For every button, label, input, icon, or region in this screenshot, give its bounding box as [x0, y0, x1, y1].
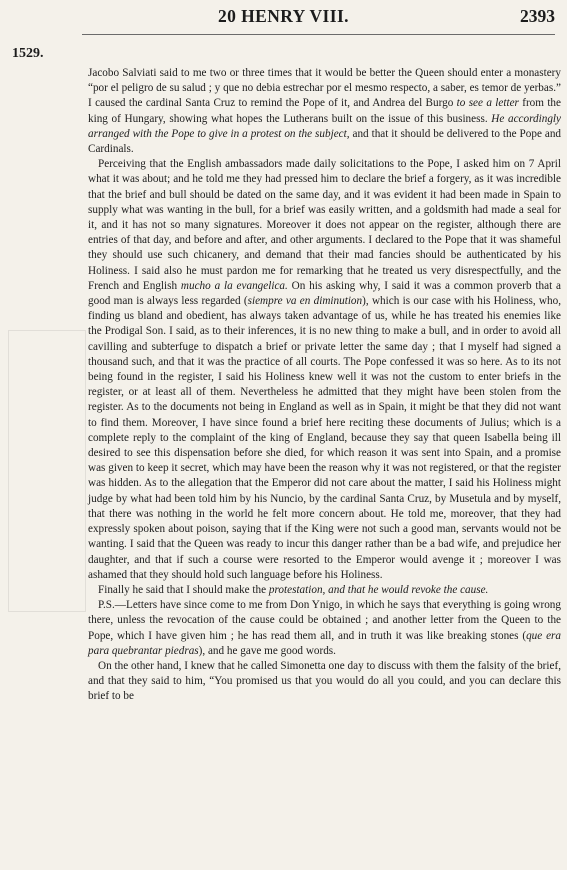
running-head-title: 20 HENRY VIII. — [218, 6, 349, 26]
text-run: Finally he said that I should make the — [98, 583, 269, 596]
text-run: ), which is our case with his Holiness, who, finding us bland and obedient, has always taken advantage of us, while he has treated his enemies like the Prodigal Son. I said, as to their inferences, it is no new thing to make a bull, and in order to avoid all cavilling and subterfuge to dispatch a brief or private letter the same day ; that I myself had signed a thousand such, and that it was the practice of all courts. The Pope confessed it was so here. As to its not being found in the register, I said his Holiness knew well it was not the custom to enter briefs in the register, or at least all of them. Nevertheless he admitted that they might have been stolen from the register. As to the documents not being in England as well as in Spain, it might be that they did not want to find them. Moreover, I have since found a brief here reciting these documents of Julius; which is a complete reply to the complaint of the king of England, because they say that queen Isabella being ill desired to see this dispensation before she died, for which reason it was sent into Spain, and a promise was given to keep it secret, which may have been the reason why it was not registered, or that the register was hidden. As to the allegation that the Emperor did not care about the matter, I said his Holiness might judge by what had been told him by his Nuncio, by the cardinal Santa Cruz, by Musetula and by myself, that there was nothing in the world he felt more concern about. He told me, moreover, that they had expressly spoken about poison, saying that if the King were not such a good man, servants would not be wanting. I said that the Queen was ready to incur this danger rather than be a bad wife, and prejudice her daughter, and that if such a course were resorted to the Emperor would avenge it ; moreover I was ashamed that they should hold such language before his Holiness. — [88, 295, 561, 581]
italic-text-run: siempre va en diminution — [247, 295, 363, 308]
body-paragraph — [88, 598, 561, 659]
library-watermark-stamp — [8, 330, 86, 612]
italic-text-run: mucho a la evangelica. — [180, 279, 288, 292]
italic-text-run: to see a letter — [456, 97, 519, 110]
text-run: On his asking why, I said it was a common proverb that a good man is always less regarded ( — [88, 279, 561, 308]
document-body — [88, 66, 561, 705]
margin-year: 1529. — [12, 46, 44, 61]
italic-text-run: He accordingly arranged with the Pope to give in a protest on the subject, — [88, 112, 561, 140]
body-paragraph — [88, 659, 561, 705]
body-paragraph — [88, 66, 561, 157]
page-number: 2393 — [520, 6, 555, 26]
header-rule — [82, 34, 555, 35]
text-run: ), and he gave me good words. — [198, 644, 336, 657]
text-run: Perceiving that the English ambassadors made daily solicitations to the Pope, I asked him on 7 April what it was about; and he told me they had pressed him to declare the brief a forgery, as it was incredible that the brief and bull should be dated on the same day, and it was evident it had been made in Spain to supply what was wanting in the bull, for a brief was easily written, and a goldsmith had made a seal for it, and it has not so many signatures. Moreover it does not appear on the register, although there are entries of that day, and before and after, and other arguments. I declared to the Pope that it was shameful they should use such chicanery, and demand that their mad fancies should be authenticated by his Holiness. I said also he must pardon me for remarking that he treated us very disrespectfully, and the French and English — [88, 158, 561, 292]
text-run: Jacobo Salviati said to me two or three times that it would be better the Queen should enter a monastery “por el peligro de su salud ; y que no debia estrechar por el mesmo respecto, a saber, es temor de yerbas.” I caused the cardinal Santa Cruz to remind the Pope of it, and Andrea del Burgo — [88, 67, 561, 110]
body-paragraph — [88, 583, 561, 598]
body-paragraph — [88, 157, 561, 583]
italic-text-run: protestation, and that he would revoke the cause. — [268, 583, 489, 596]
text-run: On the other hand, I knew that he called Simonetta one day to discuss with them the falsity of the brief, and that they said to him, “You promised us that you would do all you could, and you can declare this brief to be — [88, 659, 561, 703]
text-run: and that it should be delivered to the Pope and Cardinals. — [88, 127, 562, 156]
italic-text-run: que era para quebrantar piedras — [88, 629, 561, 657]
text-run: P.S.—Letters have since come to me from Don Ynigo, in which he says that everything is going wrong there, unless the revocation of the cause could be obtained ; and another letter from the Queen to the Pope, which I have given him ; he has read them all, and in truth it was like breaking stones ( — [88, 599, 561, 642]
text-run: from the king of Hungary, showing what hopes the Lutherans built on the issue of this business. — [88, 97, 561, 125]
